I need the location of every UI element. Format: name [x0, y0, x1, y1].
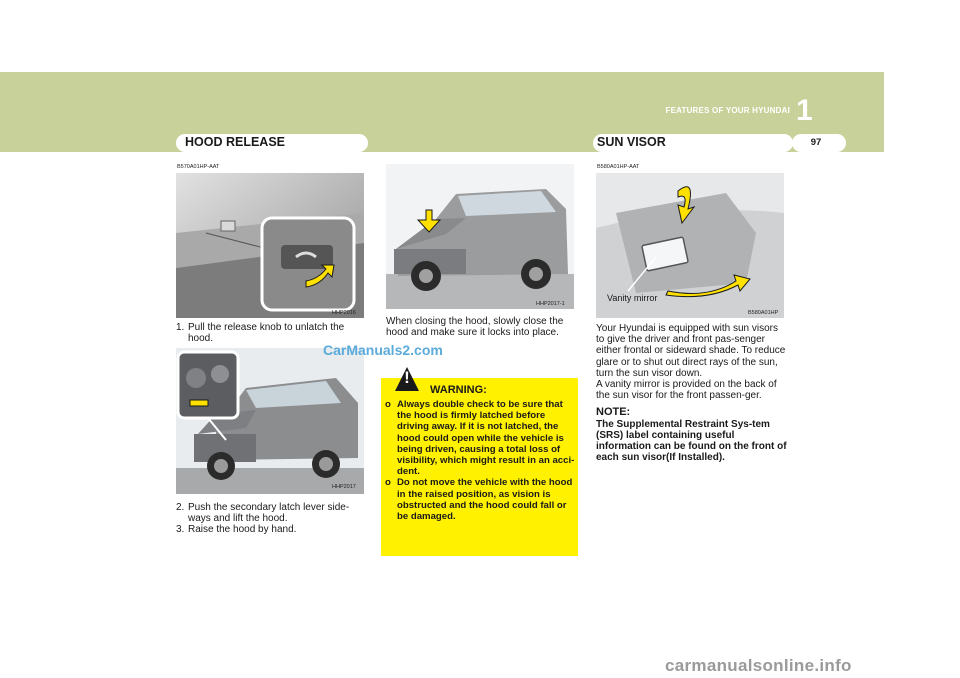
- steps-2-3: [176, 502, 366, 536]
- step-1-text: Pull the release knob to unlatch the hood.: [188, 322, 345, 345]
- footer-watermark[interactable]: carmanualsonline.info: [665, 656, 852, 675]
- sun-visor-body: [596, 323, 788, 463]
- page-number: 97: [810, 137, 822, 148]
- step-1-number: 1.: [176, 322, 185, 333]
- suv-front-illustration: [386, 164, 574, 309]
- secondary-latch-photo: [176, 348, 364, 494]
- warning-item: [385, 399, 575, 477]
- chapter-number: 1: [796, 94, 813, 127]
- fig-label-hhp2017: HHP2017: [332, 484, 356, 490]
- sun-visor-text-2: A vanity mirror is provided on the back of the sun visor for the front passen-ger.: [596, 379, 777, 402]
- warning-bullet: o: [385, 399, 391, 410]
- warning-item: [385, 477, 575, 522]
- warning-title: WARNING:: [430, 384, 487, 396]
- release-knob-illustration: [176, 173, 364, 318]
- suv-latch-illustration: [176, 348, 364, 494]
- fig-label-b580a01hp: B580A01HP: [748, 310, 779, 316]
- hood-release-knob-photo: [176, 173, 364, 318]
- watermark-link[interactable]: CarManuals2.com: [323, 342, 443, 358]
- hood-closing-photo: [386, 164, 574, 309]
- note-title: NOTE:: [596, 406, 631, 419]
- sun-visor-title: SUN VISOR: [597, 135, 666, 149]
- warning-item-text: Do not move the vehicle with the hood in the raised position, as vision is obstructed and the hood could fall or be damaged.: [397, 477, 573, 523]
- step-2-text: Push the secondary latch lever side-ways and lift the hood.: [188, 502, 350, 525]
- warning-item-text: Always double check to be sure that the hood is firmly latched before driving away. If it is not latched, the hood could open while the vehicle is being driven, causing a total loss of visibility, which might result in an acci-dent.: [397, 399, 575, 478]
- fig-label-hhp2016: HHP2016: [332, 310, 356, 316]
- hood-release-title: HOOD RELEASE: [185, 135, 286, 149]
- vanity-mirror-label: Vanity mirror: [607, 293, 658, 303]
- warning-bullet: o: [385, 477, 391, 489]
- closing-text: When closing the hood, slowly close the hood and make sure it locks into place.: [386, 316, 564, 339]
- step-3-text: Raise the hood by hand.: [188, 524, 297, 536]
- note-text: The Supplemental Restraint Sys-tem (SRS) label containing useful information can be found on the front of each sun visor(If Installed).: [596, 418, 787, 464]
- warning-list: [385, 399, 575, 522]
- fig-label-hhp2017-1: HHP2017-1: [536, 301, 565, 307]
- hood-release-code: B570A01HP-AAT: [177, 164, 220, 170]
- chapter-title: FEATURES OF YOUR HYUNDAI: [665, 106, 790, 115]
- warning-icon-symbol: !: [404, 368, 410, 387]
- step-2-number: 2.: [176, 502, 185, 513]
- sun-visor-code: B580A01HP-AAT: [597, 164, 640, 170]
- step-3-number: 3.: [176, 524, 185, 536]
- sun-visor-text-1: Your Hyundai is equipped with sun visors to give the driver and front pas-senger either frontal or sideward shade. To reduce glare or to shut out direct rays of the sun, turn the sun visor down.: [596, 323, 786, 379]
